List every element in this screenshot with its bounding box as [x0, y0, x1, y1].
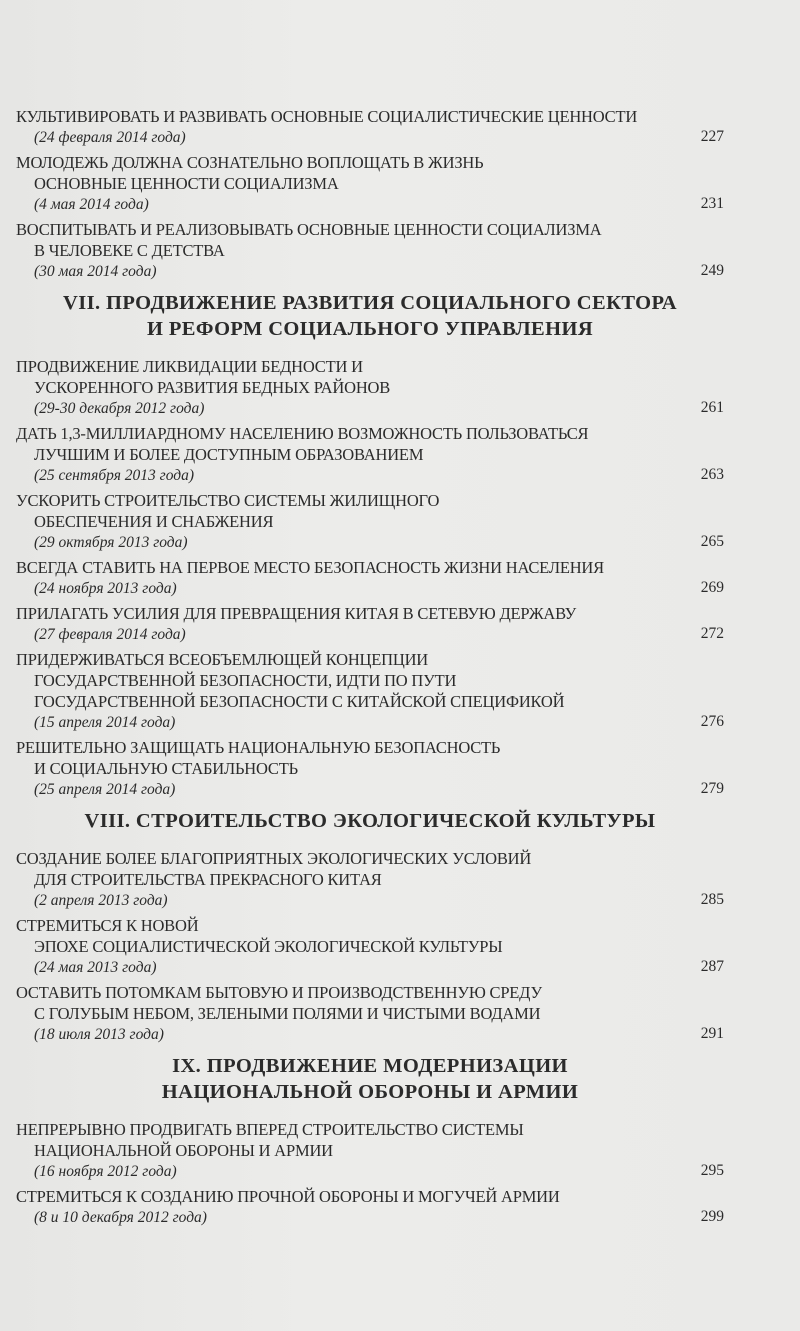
entry-title-line: ГОСУДАРСТВЕННОЙ БЕЗОПАСНОСТИ, ИДТИ ПО ПУТИ — [34, 671, 457, 690]
entry-date: (8 и 10 декабря 2012 года) — [34, 1209, 207, 1226]
entry-title — [16, 737, 724, 779]
entry-title-line: РЕШИТЕЛЬНО ЗАЩИЩАТЬ НАЦИОНАЛЬНУЮ БЕЗОПАСНОСТЬ — [16, 738, 501, 757]
entry-title — [16, 356, 724, 398]
toc-entry[interactable] — [16, 423, 724, 486]
entry-date: (18 июля 2013 года) — [34, 1026, 164, 1043]
page-number: 287 — [700, 958, 724, 975]
entry-title-line: И СОЦИАЛЬНУЮ СТАБИЛЬНОСТЬ — [34, 759, 298, 778]
toc-entry[interactable] — [16, 219, 724, 282]
entry-title-line: СОЗДАНИЕ БОЛЕЕ БЛАГОПРИЯТНЫХ ЭКОЛОГИЧЕСКИХ УСЛОВИЙ — [16, 849, 532, 868]
entry-title — [16, 603, 724, 624]
entry-date: (24 ноября 2013 года) — [34, 580, 177, 597]
toc-entry[interactable] — [16, 848, 724, 911]
toc-entry[interactable] — [16, 1186, 724, 1228]
entry-title-line: УСКОРИТЬ СТРОИТЕЛЬСТВО СИСТЕМЫ ЖИЛИЩНОГО — [16, 491, 440, 510]
toc-entry[interactable] — [16, 737, 724, 800]
entry-title-line: МОЛОДЕЖЬ ДОЛЖНА СОЗНАТЕЛЬНО ВОПЛОЩАТЬ В ЖИЗНЬ — [16, 153, 484, 172]
section-heading-line: НАЦИОНАЛЬНОЙ ОБОРОНЫ И АРМИИ — [161, 1081, 579, 1103]
entry-title-line: ВСЕГДА СТАВИТЬ НА ПЕРВОЕ МЕСТО БЕЗОПАСНОСТЬ ЖИЗНИ НАСЕЛЕНИЯ — [16, 558, 604, 577]
entry-date: (29 октября 2013 года) — [34, 534, 188, 551]
section-heading-line: IX. ПРОДВИЖЕНИЕ МОДЕРНИЗАЦИИ — [172, 1055, 568, 1077]
toc-entry[interactable] — [16, 982, 724, 1045]
entry-date: (30 мая 2014 года) — [34, 263, 157, 280]
entry-title — [16, 152, 724, 194]
entry-title-line: ДАТЬ 1,3-МИЛЛИАРДНОМУ НАСЕЛЕНИЮ ВОЗМОЖНОСТЬ ПОЛЬЗОВАТЬСЯ — [16, 424, 589, 443]
table-of-contents — [16, 106, 724, 1232]
page-number: 285 — [700, 891, 724, 908]
page-number: 265 — [700, 533, 724, 550]
page-number: 263 — [700, 466, 724, 483]
page-number: 295 — [700, 1162, 724, 1179]
entry-title-line: ОСТАВИТЬ ПОТОМКАМ БЫТОВУЮ И ПРОИЗВОДСТВЕННУЮ СРЕДУ — [16, 983, 542, 1002]
section-heading — [16, 808, 724, 834]
entry-title-line: ОБЕСПЕЧЕНИЯ И СНАБЖЕНИЯ — [34, 512, 274, 531]
section-heading — [16, 290, 724, 342]
entry-date: (29-30 декабря 2012 года) — [34, 400, 205, 417]
entry-title-line: ВОСПИТЫВАТЬ И РЕАЛИЗОВЫВАТЬ ОСНОВНЫЕ ЦЕННОСТИ СОЦИАЛИЗМА — [16, 220, 602, 239]
page-number: 299 — [700, 1208, 724, 1225]
page-number: 276 — [700, 713, 724, 730]
entry-date: (2 апреля 2013 года) — [34, 892, 168, 909]
entry-title — [16, 1186, 724, 1207]
toc-entry[interactable] — [16, 603, 724, 645]
page-number: 231 — [700, 195, 724, 212]
entry-title — [16, 423, 724, 465]
entry-title-line: ПРИЛАГАТЬ УСИЛИЯ ДЛЯ ПРЕВРАЩЕНИЯ КИТАЯ В СЕТЕВУЮ ДЕРЖАВУ — [16, 604, 577, 623]
entry-title — [16, 106, 724, 127]
toc-entry[interactable] — [16, 915, 724, 978]
entry-title — [16, 982, 724, 1024]
entry-date: (15 апреля 2014 года) — [34, 714, 176, 731]
entry-date: (25 апреля 2014 года) — [34, 781, 176, 798]
page-number: 227 — [700, 128, 724, 145]
section-heading-line: VIII. СТРОИТЕЛЬСТВО ЭКОЛОГИЧЕСКОЙ КУЛЬТУРЫ — [84, 810, 656, 832]
entry-title-line: В ЧЕЛОВЕКЕ С ДЕТСТВА — [34, 241, 225, 260]
entry-title-line: ДЛЯ СТРОИТЕЛЬСТВА ПРЕКРАСНОГО КИТАЯ — [34, 870, 382, 889]
page-number: 272 — [700, 625, 724, 642]
entry-title-line: ОСНОВНЫЕ ЦЕННОСТИ СОЦИАЛИЗМА — [34, 174, 339, 193]
page-number: 249 — [700, 262, 724, 279]
entry-title — [16, 915, 724, 957]
entry-title-line: КУЛЬТИВИРОВАТЬ И РАЗВИВАТЬ ОСНОВНЫЕ СОЦИАЛИСТИЧЕСКИЕ ЦЕННОСТИ — [16, 107, 638, 126]
entry-title-line: ПРОДВИЖЕНИЕ ЛИКВИДАЦИИ БЕДНОСТИ И — [16, 357, 363, 376]
entry-title-line: НАЦИОНАЛЬНОЙ ОБОРОНЫ И АРМИИ — [34, 1141, 333, 1160]
entry-title-line: СТРЕМИТЬСЯ К СОЗДАНИЮ ПРОЧНОЙ ОБОРОНЫ И МОГУЧЕЙ АРМИИ — [16, 1187, 560, 1206]
entry-title — [16, 1119, 724, 1161]
page-number: 269 — [700, 579, 724, 596]
toc-entry[interactable] — [16, 649, 724, 733]
entry-title-line: ЛУЧШИМ И БОЛЕЕ ДОСТУПНЫМ ОБРАЗОВАНИЕМ — [34, 445, 424, 464]
toc-entry[interactable] — [16, 557, 724, 599]
entry-title — [16, 557, 724, 578]
entry-date: (25 сентября 2013 года) — [34, 467, 195, 484]
entry-title-line: НЕПРЕРЫВНО ПРОДВИГАТЬ ВПЕРЕД СТРОИТЕЛЬСТВО СИСТЕМЫ — [16, 1120, 524, 1139]
page-number: 291 — [700, 1025, 724, 1042]
page-number: 279 — [700, 780, 724, 797]
section-heading — [16, 1053, 724, 1105]
entry-date: (27 февраля 2014 года) — [34, 626, 186, 643]
entry-title-line: ПРИДЕРЖИВАТЬСЯ ВСЕОБЪЕМЛЮЩЕЙ КОНЦЕПЦИИ — [16, 650, 428, 669]
toc-entry[interactable] — [16, 356, 724, 419]
entry-title-line: С ГОЛУБЫМ НЕБОМ, ЗЕЛЕНЫМИ ПОЛЯМИ И ЧИСТЫМИ ВОДАМИ — [34, 1004, 541, 1023]
entry-title — [16, 848, 724, 890]
entry-title-line: ГОСУДАРСТВЕННОЙ БЕЗОПАСНОСТИ С КИТАЙСКОЙ СПЕЦИФИКОЙ — [34, 692, 565, 711]
entry-date: (4 мая 2014 года) — [34, 196, 149, 213]
entry-title-line: УСКОРЕННОГО РАЗВИТИЯ БЕДНЫХ РАЙОНОВ — [34, 378, 391, 397]
entry-date: (24 февраля 2014 года) — [34, 129, 186, 146]
toc-entry[interactable] — [16, 490, 724, 553]
toc-entry[interactable] — [16, 1119, 724, 1182]
section-heading-line: VII. ПРОДВИЖЕНИЕ РАЗВИТИЯ СОЦИАЛЬНОГО СЕКТОРА — [63, 292, 677, 314]
entry-title-line: ЭПОХЕ СОЦИАЛИСТИЧЕСКОЙ ЭКОЛОГИЧЕСКОЙ КУЛЬТУРЫ — [34, 937, 503, 956]
entry-date: (16 ноября 2012 года) — [34, 1163, 177, 1180]
page-number: 261 — [700, 399, 724, 416]
entry-title-line: СТРЕМИТЬСЯ К НОВОЙ — [16, 916, 199, 935]
entry-date: (24 мая 2013 года) — [34, 959, 157, 976]
toc-entry[interactable] — [16, 152, 724, 215]
entry-title — [16, 219, 724, 261]
entry-title — [16, 490, 724, 532]
entry-title — [16, 649, 724, 712]
toc-entry[interactable] — [16, 106, 724, 148]
section-heading-line: И РЕФОРМ СОЦИАЛЬНОГО УПРАВЛЕНИЯ — [146, 318, 594, 340]
